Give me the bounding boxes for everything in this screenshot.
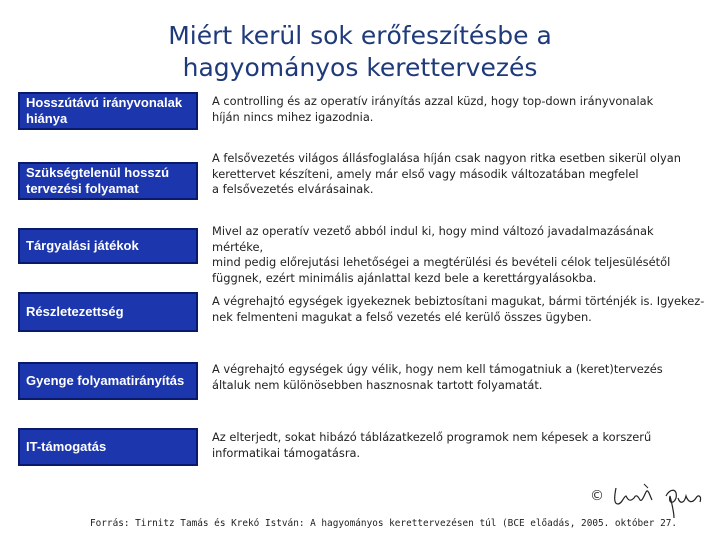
description-line: A controlling és az operatív irányítás azzal küzd, hogy top-down irányvonalak	[212, 94, 654, 108]
title-line-1: Miért kerül sok erőfeszítésbe a	[168, 21, 552, 50]
description-line: függnek, ezért minimális ajánlattal kezd bele a kerettárgyalásokba.	[212, 270, 597, 285]
issue-description	[212, 294, 707, 325]
issue-description	[212, 94, 707, 125]
issue-row-4	[18, 292, 708, 334]
issue-label: Hosszútávú irányvonalak	[26, 95, 183, 110]
issue-label-box	[18, 228, 198, 264]
issue-label: Részletezettség	[26, 304, 124, 319]
copyright-symbol: ©	[590, 488, 604, 504]
description-line: általuk nem különösebben hasznosnak tartott folyamatát.	[212, 377, 543, 392]
issue-description	[212, 224, 707, 286]
issue-label-box	[18, 428, 198, 466]
description-line: A végrehajtó egységek úgy vélik, hogy nem kell támogatniuk a (keret)tervezés	[212, 362, 663, 376]
issue-label-box	[18, 362, 198, 400]
handwritten-signature	[608, 474, 708, 520]
issue-label: Tárgyalási játékok	[26, 238, 139, 253]
issue-label: hiánya	[26, 111, 68, 126]
issue-label-box	[18, 92, 198, 130]
issue-label: Gyenge folyamatirányítás	[26, 373, 185, 388]
description-line: A végrehajtó egységek igyekeznek bebiztosítani magukat, bármi történjék is. Igyekez-	[212, 294, 705, 308]
description-line: Mivel az operatív vezető abból indul ki, hogy mind változó javadalmazásának mértéke,	[212, 224, 654, 254]
issue-description	[212, 151, 707, 198]
issue-row-2	[18, 150, 708, 206]
issue-row-1	[18, 92, 708, 136]
description-line: informatikai támogatásra.	[212, 445, 361, 460]
issue-label-box	[18, 162, 198, 200]
issue-label-box	[18, 292, 198, 332]
slide-title	[0, 20, 720, 84]
issue-description	[212, 362, 707, 393]
issue-label: Szükségtelenül hosszú	[26, 165, 170, 180]
issue-row-6	[18, 428, 708, 468]
description-line: a felsővezetés elvárásainak.	[212, 182, 374, 196]
description-line: kerettervet készíteni, amely már első vagy második változatában megfelel	[212, 166, 639, 181]
source-citation: Forrás: Tirnitz Tamás és Krekó István: A hagyományos kerettervezésen túl (BCE előadás, 2005. október 27.	[90, 518, 677, 529]
issue-row-5	[18, 360, 708, 402]
description-line: híján nincs mihez igazodnia.	[212, 109, 374, 124]
issue-description	[212, 430, 707, 461]
issue-label: tervezési folyamat	[26, 181, 139, 196]
description-line: A felsővezetés világos állásfoglalása híján csak nagyon ritka esetben sikerül olyan	[212, 151, 681, 165]
issue-row-3	[18, 224, 708, 285]
description-line: nek felmenteni magukat a felső vezetés elé kerülő összes ügyben.	[212, 309, 592, 324]
title-line-2: hagyományos kerettervezés	[182, 53, 538, 82]
issue-label: IT-támogatás	[26, 439, 107, 454]
description-line: Az elterjedt, sokat hibázó táblázatkezelő programok nem képesek a korszerű	[212, 430, 652, 444]
description-line: mind pedig előrejutási lehetőségei a megtérülési és bevételi célok teljesülésétől	[212, 255, 671, 269]
